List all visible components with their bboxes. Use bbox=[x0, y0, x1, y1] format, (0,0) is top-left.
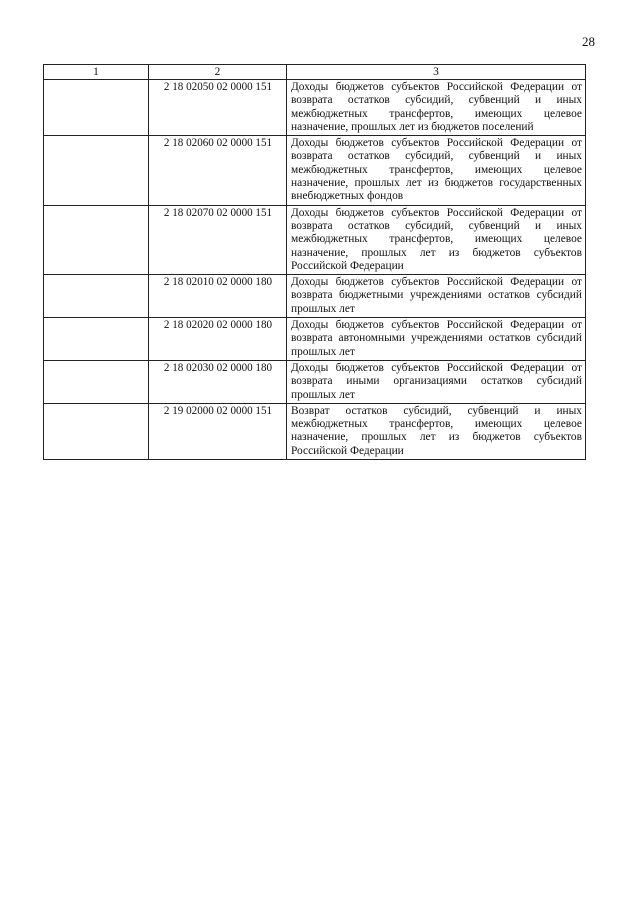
table-cell-code: 2 18 02030 02 0000 180 bbox=[149, 360, 287, 403]
table-cell-name: Доходы бюджетов субъектов Российской Федерации от возврата автономными учреждениями остатков субсидий прошлых лет bbox=[287, 318, 586, 361]
table-row bbox=[44, 205, 586, 274]
page-number: 28 bbox=[582, 34, 595, 49]
table-cell-col1 bbox=[44, 275, 149, 318]
table-cell-col1 bbox=[44, 136, 149, 205]
table-row bbox=[44, 318, 586, 361]
table-row bbox=[44, 80, 586, 136]
table-cell-col1 bbox=[44, 80, 149, 136]
table-cell-name: Доходы бюджетов субъектов Российской Федерации от возврата иными организациями остатков субсидий прошлых лет bbox=[287, 360, 586, 403]
table-cell-col1 bbox=[44, 318, 149, 361]
table-cell-code: 2 18 02010 02 0000 180 bbox=[149, 275, 287, 318]
column-header-2: 2 bbox=[149, 65, 287, 80]
table-row bbox=[44, 275, 586, 318]
table-row bbox=[44, 136, 586, 205]
table-row bbox=[44, 403, 586, 459]
column-header-3: 3 bbox=[287, 65, 586, 80]
table-cell-name: Доходы бюджетов субъектов Российской Федерации от возврата остатков субсидий, субвенций и иных межбюджетных трансфертов, имеющих целевое назначение, прошлых лет из бюджетов государственных внебюджетных фондов bbox=[287, 136, 586, 205]
table-header-row bbox=[44, 65, 586, 80]
table-cell-col1 bbox=[44, 360, 149, 403]
table-cell-col1 bbox=[44, 403, 149, 459]
table-cell-name: Возврат остатков субсидий, субвенций и иных межбюджетных трансфертов, имеющих целевое назначение, прошлых лет из бюджетов субъектов Российской Федерации bbox=[287, 403, 586, 459]
table-cell-code: 2 18 02020 02 0000 180 bbox=[149, 318, 287, 361]
table-cell-code: 2 19 02000 02 0000 151 bbox=[149, 403, 287, 459]
table-row bbox=[44, 360, 586, 403]
table-cell-name: Доходы бюджетов субъектов Российской Федерации от возврата бюджетными учреждениями остатков субсидий прошлых лет bbox=[287, 275, 586, 318]
table-cell-name: Доходы бюджетов субъектов Российской Федерации от возврата остатков субсидий, субвенций и иных межбюджетных трансфертов, имеющих целевое назначение, прошлых лет из бюджетов поселений bbox=[287, 80, 586, 136]
budget-classification-table bbox=[43, 64, 586, 460]
table-cell-code: 2 18 02070 02 0000 151 bbox=[149, 205, 287, 274]
table-cell-col1 bbox=[44, 205, 149, 274]
column-header-1: 1 bbox=[44, 65, 149, 80]
table-cell-name: Доходы бюджетов субъектов Российской Федерации от возврата остатков субсидий, субвенций и иных межбюджетных трансфертов, имеющих целевое назначение, прошлых лет из бюджетов субъектов Российской Федерации bbox=[287, 205, 586, 274]
table-cell-code: 2 18 02050 02 0000 151 bbox=[149, 80, 287, 136]
table-cell-code: 2 18 02060 02 0000 151 bbox=[149, 136, 287, 205]
